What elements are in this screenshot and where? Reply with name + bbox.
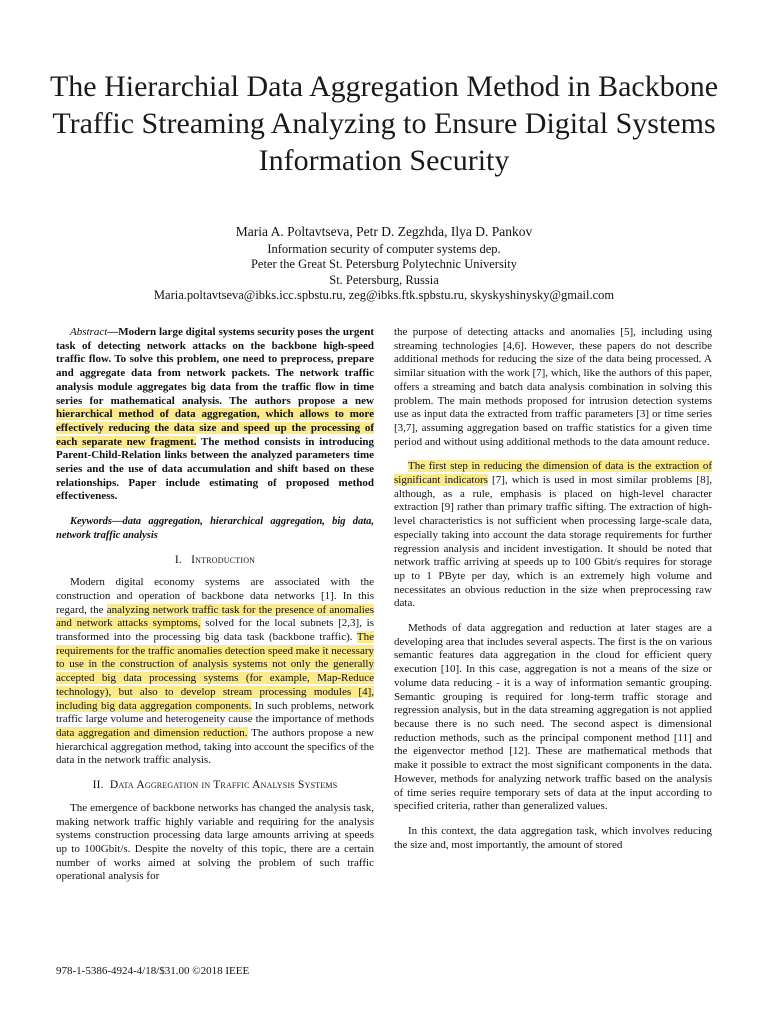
abstract-dash: — [107, 326, 119, 338]
author-city: St. Petersburg, Russia [329, 272, 439, 287]
keywords-text: data aggregation, hierarchical aggregation, big data, network traffic analysis [56, 516, 374, 541]
intro-highlight-1: analyzing network traffic task for the presence of anomalies and network attacks symptoms, [56, 603, 374, 630]
section-2-paragraph: The emergence of backbone networks has changed the analysis task, making network traffic highly variable and requiring for the analysis systems construction processing data large amounts arriving at speeds up to 100Gbit/s. Despite the novelty of this topic, there are a certain number of works aimed at solving the problem of such traffic operational analysis for [56, 801, 374, 883]
author-department: Information security of computer systems dep. [267, 241, 501, 256]
author-names: Maria A. Poltavtseva, Petr D. Zegzhda, Ilya D. Pankov [235, 224, 533, 239]
abstract-highlight: hierarchical method of data aggregation, which allows to more effectively reducing the data size and speed up the processing of each separate new fragment. [56, 408, 374, 448]
keywords-dash: — [112, 516, 123, 528]
section-2-heading [56, 779, 374, 793]
left-column [56, 326, 374, 895]
intro-paragraph [56, 576, 374, 768]
abstract-text-1: Modern large digital systems security poses the urgent task of detecting network attacks on the backbone high-speed traffic flow. To solve this problem, one need to preprocess, prepare and aggregate data from network packets. The network traffic analysis module aggregates big data from the traffic flow in time series for mathematical analysis. The authors propose a new [56, 326, 374, 407]
author-emails: Maria.poltavtseva@ibks.icc.spbstu.ru, zeg@ibks.ftk.spbstu.ru, skyskyshinysky@gmail.com [153, 288, 615, 302]
author-university: Peter the Great St. Petersburg Polytechnic University [250, 257, 518, 271]
intro-text-d: The authors propose a new hierarchical aggregation method, taking into account the specifics of the data in the network traffic analysis. [56, 726, 374, 767]
right-paragraph-2-text: [7], which is used in most similar problems [8], although, as a rule, emphasis is placed on high-level character extraction [9] rather than primary traffic sifting. The extraction of high-level characteristics is not sufficient when processing large-scale data, especially taking into account the data storage requirements for further regression analysis and incident investigation. It should be noted that network traffic arriving at speeds up to 100 Gbit/s requires for storage up to 1 PByte per day, which is an extremely high volume and necessitates an obvious reduction in the size when preprocessing raw data. [394, 474, 712, 610]
abstract-text-2: The method consists in introducing Parent-Child-Relation links between the analyzed parameters time series and the use of data accumulation and shift based on these relationships. Paper include estimating of proposed method effectiveness. [56, 435, 374, 503]
right-paragraph-4: In this context, the data aggregation task, which involves reducing the size and, most importantly, the amount of stored [394, 824, 712, 851]
author-block [40, 224, 728, 304]
paper-title: The Hierarchial Data Aggregation Method in Backbone Traffic Streaming Analyzing to Ensure Digital Systems Information Security [49, 70, 719, 177]
section-1-number: I. [174, 553, 182, 566]
right-highlight: The first step in reducing the dimension of data is the extraction of significant indicators [394, 460, 712, 487]
intro-text-b: solved for the local subnets [2,3], is transformed into the processing big data task (backbone traffic). [56, 617, 374, 644]
intro-highlight-3: data aggregation and dimension reduction. [56, 726, 248, 739]
section-1-heading [56, 554, 374, 568]
keywords-paragraph [56, 515, 374, 542]
abstract-label: Abstract [70, 326, 108, 338]
section-2-number: II. [92, 779, 104, 792]
right-paragraph-2 [394, 460, 712, 611]
intro-text-a: Modern digital economy systems are associated with the construction and operation of backbone data networks [1]. In this regard, the [56, 576, 374, 616]
intro-highlight-2: The requirements for the traffic anomalies detection speed make it necessary to use in the construction of analysis systems not only the generally accepted big data processing systems (for example, Map-Reduce technology), but also to develop stream processing modules [4], including big data aggregation components. [56, 631, 374, 712]
copyright-footer: 978-1-5386-4924-4/18/$31.00 ©2018 IEEE [56, 965, 250, 977]
right-paragraph-3: Methods of data aggregation and reduction at later stages are a developing area that includes several aspects. The first is the on various semantic features data aggregation in the cloud for efficient query execution [10]. In this case, aggregation is not a means of the size or volume data reducing - it is a way of information semantic grouping. Semantic grouping is required for long-term traffic storage and regression analysis, but in the data streaming aggregation is not applied because there is no such need. The second aspect is dimensional reduction methods, such as the principal component method [11] and the eigenvector method [12]. These are mathematical methods that make it possible to extract the most significant components in the data. However, methods for analyzing network traffic based on the analysis of time series require temporary sets of data at the input according to specified criteria, rather than generalized values. [394, 622, 712, 813]
right-paragraph-1: the purpose of detecting attacks and anomalies [5], including using streaming technologies [4,6]. However, these papers do not describe additional methods for reducing the size of the data being processed. A similar situation with the work [7], which, like the authors of this paper, offers a streaming and batch data analysis combination in solving this problem. The main methods proposed for intrusion detection systems use as input data the extracted from traffic parameters [3] or time series [3,7], assuming aggregation based on traffic statistics for a given time period and without using additional methods to the data amount reduce. [394, 326, 712, 448]
abstract-paragraph [56, 326, 374, 504]
intro-text-c: In such problems, network traffic large volume and heterogeneity cause the importance of methods [56, 699, 374, 726]
right-column [394, 326, 712, 863]
section-1-title: Introduction [191, 553, 256, 566]
section-2-title: Data Aggregation in Traffic Analysis Systems [109, 779, 338, 792]
keywords-label: Keywords [70, 516, 112, 528]
